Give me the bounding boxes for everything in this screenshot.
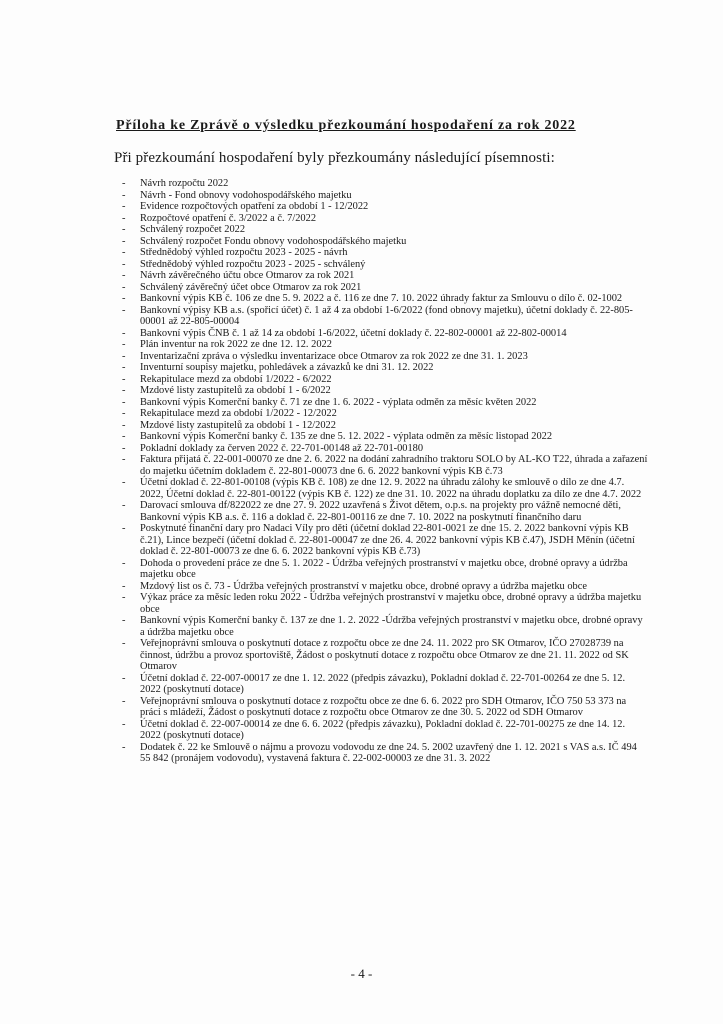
list-item [118, 523, 648, 558]
list-item-text: Inventarizační zpráva o výsledku inventarizace obce Otmarov za rok 2022 ze dne 31. 1. 2023 [140, 350, 528, 362]
list-item [118, 282, 648, 294]
list-bullet: - [122, 385, 126, 396]
list-item-text: Bankovní výpisy KB a.s. (spořicí účet) č. 1 až 4 za období 1-6/2022 (fond obnovy majetku), účetní doklady č. 22-805-00001 až 22-805-00004 [140, 304, 633, 327]
list-bullet: - [122, 373, 126, 385]
list-item-text: Dohoda o provedení práce ze dne 5. 1. 2022 - Údržba veřejných prostranství v majetku obce, drobné opravy a údržba majetku obce [140, 557, 628, 580]
list-bullet: - [122, 281, 126, 293]
list-item-text: Veřejnoprávní smlouva o poskytnutí dotace z rozpočtu obce ze dne 6. 6. 2022 pro SDH Otmarov, IČO 750 53 373 na práci s mládeží, Žádost o poskytnutí dotace z rozpočtu obce Otmarov ze dne 30. 5. 2022 od SDH Otmarov [140, 695, 627, 718]
list-bullet: - [122, 339, 126, 350]
intro-text: Při přezkoumání hospodaření byly přezkoumány následující písemnosti: [114, 150, 555, 166]
list-item-text: Darovací smlouva df/822022 ze dne 27. 9. 2022 uzavřená s Život dětem, o.p.s. na projekty pro vážně nemocné děti, Bankovní výpis KB a.s. č. 116 a doklad č. 22-801-00116 ze dne 7. 10. 2022 na poskytnutí finančního daru [140, 500, 622, 523]
list-item [118, 443, 648, 455]
list-item [118, 178, 648, 190]
list-bullet: - [122, 523, 126, 534]
list-item [118, 592, 648, 615]
list-bullet: - [122, 212, 126, 224]
list-bullet: - [122, 293, 126, 304]
list-item-text: Faktura přijatá č. 22-001-00070 ze dne 2. 6. 2022 na dodání zahradního traktoru SOLO by AL-KO T22, úhrada a zařazení do majetku účetním dokladem č. 22-801-00073 dne 6. 6. 2022 bankovní výpis KB č.73 [140, 454, 648, 477]
list-item-text: Návrh rozpočtu 2022 [140, 178, 229, 189]
list-item [118, 339, 648, 351]
list-item-text: Plán inventur na rok 2022 ze dne 12. 12. 2022 [140, 339, 332, 350]
list-item [118, 581, 648, 593]
list-item [118, 293, 648, 305]
page-title: Příloha ke Zprávě o výsledku přezkoumání hospodaření za rok 2022 [116, 118, 576, 133]
list-item [118, 236, 648, 248]
list-item [118, 500, 648, 523]
list-item [118, 397, 648, 409]
list-item-text: Poskytnuté finanční dary pro Nadaci Víly pro děti (účetní doklad 22-801-0021 ze dne 15. 2. 2022 bankovní výpis KB č.21), Lince bezpečí (účetní doklad č. 22-801-00047 ze dne 26. 4. 2022 bankovní výpis KB č.47), JSDH Měnín (účetní doklad č. 22-801-00073 ze dne 6. 6. 2022 bankovní výpis KB č.73) [140, 523, 635, 557]
list-bullet: - [122, 304, 126, 316]
list-item [118, 201, 648, 213]
list-item-text: Mzdové listy zastupitelů za období 1 - 12/2022 [140, 419, 336, 431]
list-item-text: Evidence rozpočtových opatření za období 1 - 12/2022 [140, 201, 369, 212]
list-item [118, 638, 648, 673]
list-item-text: Schválený rozpočet 2022 [140, 224, 246, 235]
list-item-text: Bankovní výpis ČNB č. 1 až 14 za období 1-6/2022, účetní doklady č. 22-802-00001 až 22-802-00014 [140, 327, 567, 339]
list-bullet: - [122, 741, 126, 753]
list-item [118, 374, 648, 386]
list-item [118, 328, 648, 340]
list-bullet: - [122, 477, 126, 488]
list-item [118, 224, 648, 236]
list-bullet: - [122, 327, 126, 339]
list-bullet: - [122, 362, 126, 373]
list-item-text: Bankovní výpis KB č. 106 ze dne 5. 9. 2022 a č. 116 ze dne 7. 10. 2022 úhrady faktur za Smlouvu o dílo č. 02-1002 [140, 293, 623, 304]
list-item [118, 270, 648, 282]
list-item-text: Střednědobý výhled rozpočtu 2023 - 2025 - návrh [140, 247, 348, 258]
list-item-text: Inventurní soupisy majetku, pohledávek a závazků ke dni 31. 12. 2022 [140, 362, 434, 373]
list-item [118, 477, 648, 500]
list-item-text: Schválený rozpočet Fondu obnovy vodohospodářského majetku [140, 235, 407, 247]
list-bullet: - [122, 695, 126, 707]
document-list [118, 178, 648, 765]
list-item [118, 454, 648, 477]
list-item [118, 190, 648, 202]
list-bullet: - [122, 408, 126, 419]
list-bullet: - [122, 592, 126, 603]
list-item [118, 719, 648, 742]
list-item-text: Bankovní výpis Komerční banky č. 135 ze dne 5. 12. 2022 - výplata odměn za měsíc listopad 2022 [140, 431, 553, 442]
list-bullet: - [122, 396, 126, 408]
list-item [118, 431, 648, 443]
list-item-text: Návrh - Fond obnovy vodohospodářského majetku [140, 189, 352, 201]
list-item [118, 558, 648, 581]
list-item-text: Pokladní doklady za červen 2022 č. 22-701-00148 až 22-701-00180 [140, 442, 424, 454]
list-item [118, 696, 648, 719]
list-bullet: - [122, 189, 126, 201]
list-bullet: - [122, 224, 126, 235]
list-bullet: - [122, 258, 126, 270]
list-item-text: Veřejnoprávní smlouva o poskytnutí dotace z rozpočtu obce ze dne 24. 11. 2022 pro SK Otmarov, IČO 27028739 na činnost, údržbu a provoz sportoviště, Žádost o poskytnutí dotace z rozpočtu obce Otmarov ze dne 21. 11. 2022 od SK Otmarov [140, 638, 629, 672]
list-item-text: Rekapitulace mezd za období 1/2022 - 12/2022 [140, 408, 337, 419]
list-item-text: Mzdové listy zastupitelů za období 1 - 6/2022 [140, 385, 331, 396]
list-item [118, 420, 648, 432]
list-item-text: Mzdový list os č. 73 - Údržba veřejných prostranství v majetku obce, drobné opravy a údržba majetku obce [140, 580, 587, 592]
list-item-text: Výkaz práce za měsíc leden roku 2022 - Údržba veřejných prostranství v majetku obce, drobné opravy a údržba majetku obce [140, 592, 642, 615]
list-bullet: - [122, 454, 126, 465]
list-item-text: Účetní doklad č. 22-007-00017 ze dne 1. 12. 2022 (předpis závazku), Pokladní doklad č. 22-701-00264 ze dne 5. 12. 2022 (poskytnutí dotace) [140, 672, 626, 695]
list-item-text: Rozpočtové opatření č. 3/2022 a č. 7/2022 [140, 212, 317, 224]
page-number: - 4 - [350, 966, 373, 981]
list-item [118, 742, 648, 765]
list-bullet: - [122, 557, 126, 569]
list-item [118, 213, 648, 225]
list-item [118, 247, 648, 259]
list-bullet: - [122, 500, 126, 511]
list-item-text: Bankovní výpis Komerční banky č. 71 ze dne 1. 6. 2022 - výplata odměn za měsíc květen 2022 [140, 396, 537, 408]
list-bullet: - [122, 431, 126, 442]
list-bullet: - [122, 638, 126, 649]
list-bullet: - [122, 718, 126, 730]
list-bullet: - [122, 615, 126, 626]
list-item-text: Návrh závěrečného účtu obce Otmarov za rok 2021 [140, 270, 355, 281]
list-bullet: - [122, 419, 126, 431]
list-item-text: Schválený závěrečný účet obce Otmarov za rok 2021 [140, 281, 362, 293]
list-item-text: Bankovní výpis Komerční banky č. 137 ze dne 1. 2. 2022 -Údržba veřejných prostranství v majetku obce, drobné opravy a údržba majetku obce [140, 615, 643, 638]
list-item [118, 259, 648, 271]
list-item [118, 305, 648, 328]
list-bullet: - [122, 247, 126, 258]
list-item-text: Účetní doklad č. 22-007-00014 ze dne 6. 6. 2022 (předpis závazku), Pokladní doklad č. 22-701-00275 ze dne 14. 12. 2022 (poskytnutí dotace) [140, 718, 626, 741]
list-item-text: Střednědobý výhled rozpočtu 2023 - 2025 - schválený [140, 258, 366, 270]
list-item [118, 351, 648, 363]
list-item [118, 362, 648, 374]
list-item [118, 408, 648, 420]
list-item [118, 385, 648, 397]
list-bullet: - [122, 201, 126, 212]
list-item [118, 673, 648, 696]
list-bullet: - [122, 672, 126, 684]
list-bullet: - [122, 235, 126, 247]
list-bullet: - [122, 270, 126, 281]
list-bullet: - [122, 350, 126, 362]
list-item-text: Účetní doklad č. 22-801-00108 (výpis KB č. 108) ze dne 12. 9. 2022 na úhradu zálohy ke smlouvě o dílo ze dne 4.7. 2022, Účetní doklad č. 22-801-00122 (výpis KB č. 122) ze dne 31. 10. 2022 na úhradu doplatku za dílo ze dne 4.7. 2022 [140, 477, 642, 500]
list-item [118, 615, 648, 638]
list-bullet: - [122, 580, 126, 592]
list-bullet: - [122, 442, 126, 454]
list-item-text: Dodatek č. 22 ke Smlouvě o nájmu a provozu vodovodu ze dne 24. 5. 2002 uzavřený dne 1. 12. 2021 s VAS a.s. IČ 494 55 842 (pronájem vodovodu), vystavená faktura č. 22-002-00003 ze dne 31. 3. 2022 [140, 741, 637, 764]
list-bullet: - [122, 178, 126, 189]
list-item-text: Rekapitulace mezd za období 1/2022 - 6/2022 [140, 373, 332, 385]
